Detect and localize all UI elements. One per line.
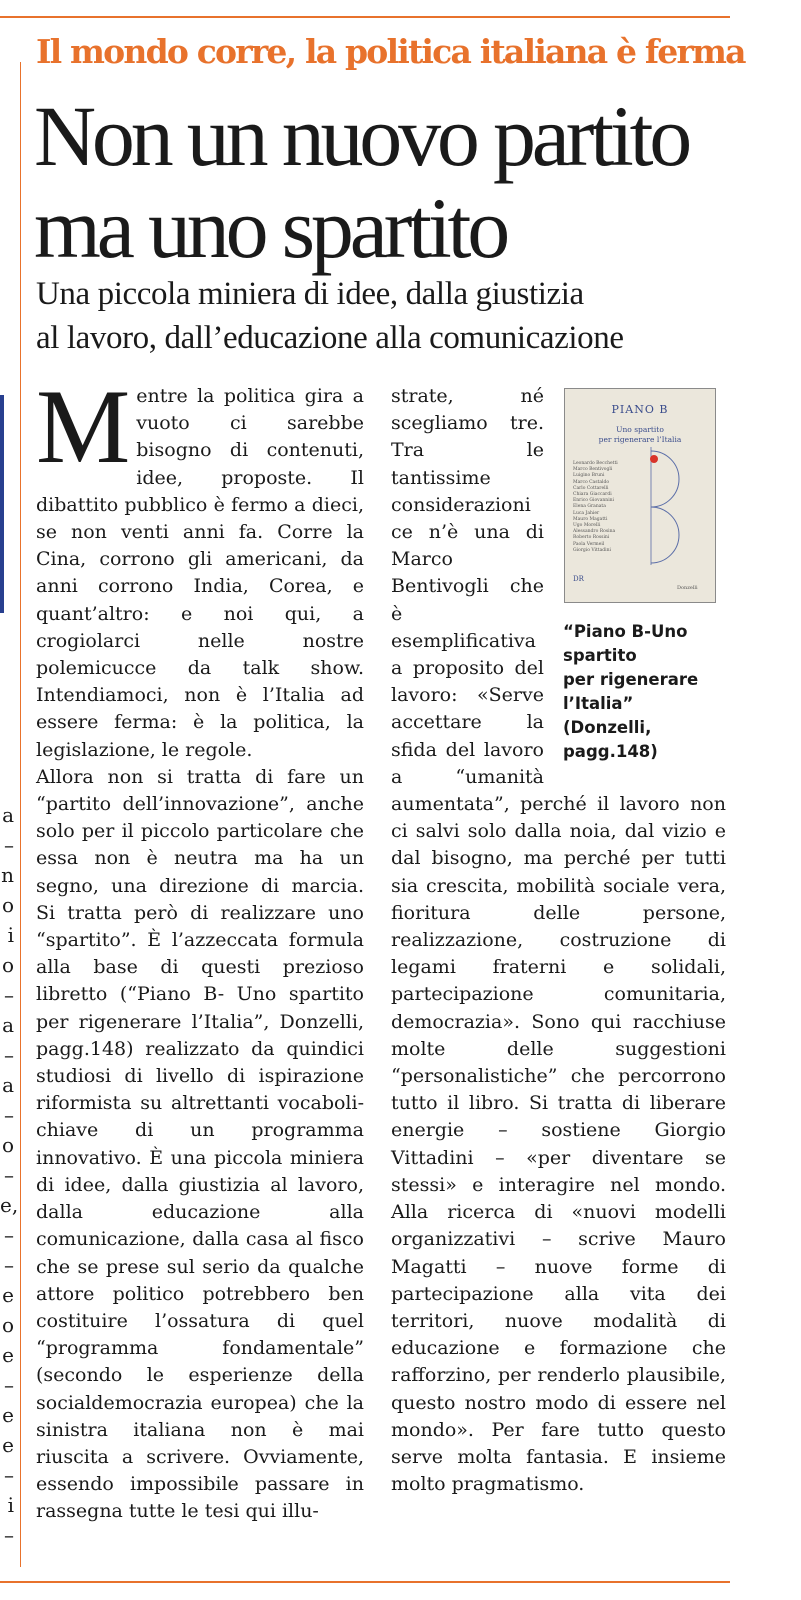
book-caption: [563, 620, 733, 764]
body-paragraph: Allora non si tratta di fare un “partito dell’innovazione”, anche solo per il piccolo particolare che essa non è neutra ma ha un segno, una direzione di marcia. Si tratta però di realizzare uno “spartito”. È l’azzeccata formula alla base di questi prezioso libretto (“Piano B- Uno spartito per rigenerare l’Italia”, Donzelli, pagg.148) realizzato da quindici studiosi di livello di ispirazione riformista su altrettanti vocaboli-chiave di un programma innovativo. È una piccola miniera di idee, dalla giustizia al lavoro, dalla educazione alla comunicazione, dalla casa al fisco che se prese sul serio da qualche attore politico potrebbero ben costituire l’ossatura di quel “programma fondamentale” (secondo le esperienze della socialdemocrazia europea) che la sinistra italiana non è mai riuscita a scrivere. Ovviamente, essendo impossibile passare in rassegna tutte le tesi qui illu-: [36, 765, 364, 1523]
adjacent-column-fragments: [0, 800, 19, 1550]
edge-fragment: n: [1, 863, 14, 887]
edge-fragment: e: [2, 1343, 14, 1367]
headline-line-2: ma uno spartito: [34, 180, 507, 276]
edge-fragment: –: [4, 1463, 14, 1487]
book-cover-image: [564, 388, 716, 603]
headline-line-1: Non un nuovo partito: [34, 88, 689, 184]
deck: [36, 272, 736, 360]
top-rule: [0, 16, 730, 18]
edge-fragment: –: [4, 1043, 14, 1067]
body-paragraph-2: strate, né scegliamo tre. Tra le tantissime considerazioni ce n’è una di Marco Bentivogli che è esemplificativa a proposito del lavoro: «Serve accettare la sfida del lavoro a “umanità aumentata”, perché il lavoro non ci salvi solo dalla noia, dal vizio e dal bisogno, ma perché per tutti sia crescita, mobilità sociale vera, fioritura delle persone, realizzazione, costruzione di legami fraterni e solidali, partecipazione comunitaria, democrazia». Sono qui racchiuse molte delle suggestioni “personalistiche” che percorrono tutto il libro. Si tratta di liberare energie – sostiene Giorgio Vittadini – «per diventare se stessi» e interagire nel mondo. Alla ricerca di «nuovi modelli organizzativi – scrive Mauro Magatti – nuove forme di partecipazione alla vita dei territori, nuove modalità di educazione e formazione che rafforzino, per renderlo plausibile, questo nostro modo di essere nel mondo». Per fare tutto questo serve molta fantasia. E insieme molto pragmatismo.: [391, 385, 726, 1496]
deck-line-2: al lavoro, dall’educazione alla comunicazione: [36, 320, 624, 356]
edge-fragment: e: [2, 1433, 14, 1457]
cover-authors: [573, 461, 633, 554]
cover-author: Alessandro Rosina: [573, 529, 616, 535]
edge-fragment: i: [7, 1493, 14, 1517]
edge-fragment: –: [4, 1223, 14, 1247]
edge-fragment: –: [4, 1163, 14, 1187]
cover-subtitle: [565, 425, 715, 445]
edge-fragment: a: [2, 1073, 14, 1097]
cover-author: Leonardo Becchetti: [573, 461, 618, 466]
edge-fragment: –: [4, 1523, 14, 1547]
edge-fragment: –: [4, 983, 14, 1007]
caption-line: spartito: [563, 646, 637, 665]
caption-line: pagg.148): [563, 742, 658, 761]
cover-author: Marco Bentivogli: [573, 467, 613, 473]
cover-author: Carlo Cottarelli: [573, 485, 609, 491]
drop-cap: M: [36, 368, 131, 485]
edge-fragment: a: [2, 1013, 14, 1037]
edge-fragment: e: [2, 1403, 14, 1427]
cover-author: Marco Castaldo: [573, 479, 610, 485]
cover-author: Chiara Giaccardi: [573, 492, 612, 498]
cover-author: Ugo Morelli: [573, 523, 601, 529]
cover-author: Paola Vermeil: [573, 541, 605, 547]
cover-author: Enrico Giovannini: [573, 498, 614, 504]
article-column-1: [36, 368, 364, 1526]
edge-fragment: –: [4, 1373, 14, 1397]
edge-fragment: e,: [0, 1193, 19, 1217]
deck-line-1: Una piccola miniera di idee, dalla giustizia: [36, 276, 584, 312]
edge-fragment: o: [1, 1133, 14, 1157]
edge-fragment: –: [4, 1253, 14, 1277]
edge-fragment: –: [4, 1103, 14, 1127]
cover-author: Luca Jahier: [573, 510, 600, 516]
kicker: Il mondo corre, la politica italiana è ferma: [36, 32, 745, 71]
headline: [34, 90, 734, 274]
caption-line: per rigenerare: [563, 670, 699, 689]
caption-line: l’Italia”: [563, 694, 634, 713]
cover-subtitle-line-2: per rigenerare l’Italia: [598, 435, 682, 444]
cover-author: Elena Granata: [573, 504, 606, 510]
edge-fragment: –: [4, 833, 14, 857]
caption-line: (Donzelli,: [563, 718, 652, 737]
edge-fragment: o: [1, 1313, 14, 1337]
cover-title: PIANO B: [611, 403, 669, 416]
adjacent-article-edge: [0, 395, 4, 613]
cover-subtitle-line-1: Uno spartito: [616, 425, 664, 434]
publisher-name: Donzelli: [677, 585, 698, 591]
edge-fragment: o: [1, 893, 14, 917]
cover-author: Mauro Magatti: [573, 516, 608, 522]
intro-text: entre la politica gira a vuoto ci sarebbe bisogno di contenuti, idee, proposte. Il dibattito pubblico è fermo a dieci, se non venti anni fa. Corre la Cina, corrono gli americani, da anni corrono India, Corea, e quant’altro: e noi qui, a crogiolarci nelle nostre polemicucce da talk show. Intendiamoci, non è l’Italia ad essere ferma: è la politica, la legislazione, le regole.: [36, 385, 364, 761]
edge-fragment: o: [1, 953, 14, 977]
intro-paragraph: [36, 368, 364, 764]
column-rule: [20, 62, 21, 1567]
cover-dot: [650, 455, 658, 463]
caption-line: “Piano B-Uno: [563, 622, 688, 641]
publisher-logo: DR: [573, 575, 584, 583]
cover-author: Giorgio Vittadini: [573, 547, 611, 553]
edge-fragment: a: [2, 803, 14, 827]
cover-author: Luigino Bruni: [573, 473, 605, 479]
cover-curve: [651, 451, 679, 563]
bottom-rule: [0, 1581, 730, 1583]
edge-fragment: i: [7, 923, 14, 947]
cover-author: Roberto Rossini: [573, 535, 610, 541]
edge-fragment: e: [2, 1283, 14, 1307]
